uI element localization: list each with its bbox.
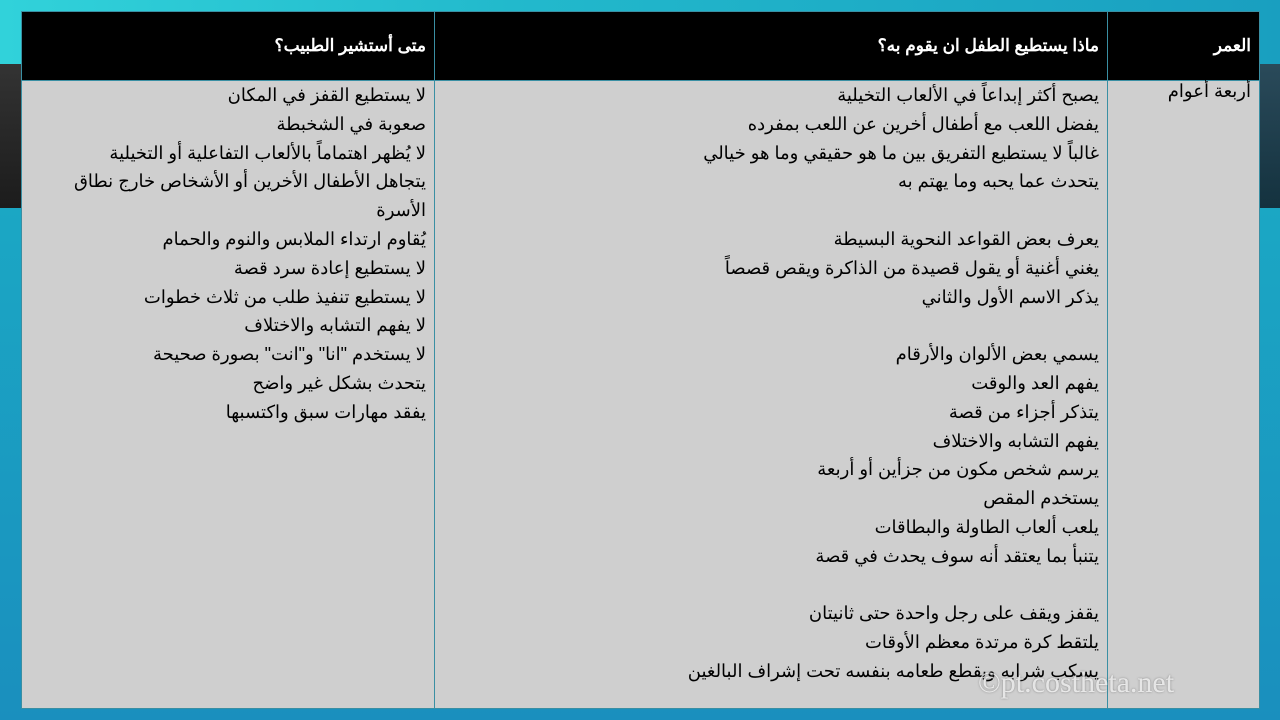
header-abilities: ماذا يستطيع الطفل ان يقوم به؟: [435, 12, 1108, 81]
ability-item: يتذكر أجزاء من قصة: [948, 401, 1099, 422]
doctor-concern-item: يُقاوم ارتداء الملابس والنوم والحمام: [162, 228, 426, 249]
age-cell: أربعة أعوام: [1108, 81, 1260, 709]
list-spacer: [443, 196, 1099, 225]
list-spacer: [443, 311, 1099, 340]
ability-item: يلعب ألعاب الطاولة والبطاقات: [874, 516, 1099, 537]
table-row: [22, 81, 1260, 709]
ability-item: يذكر الاسم الأول والثاني: [921, 286, 1099, 307]
development-table: [21, 11, 1260, 709]
doctor-concern-item: صعوبة في الشخبطة: [276, 113, 426, 134]
doctor-concern-item: يتجاهل الأطفال الأخرين أو الأشخاص خارج نطاق الأسرة: [73, 171, 426, 221]
ability-item: يفضل اللعب مع أطفال أخرين عن اللعب بمفرده: [747, 113, 1099, 134]
doctor-concern-item: لا يستطيع إعادة سرد قصة: [233, 257, 426, 278]
header-age: العمر: [1108, 12, 1260, 81]
ability-item: يسكب شرابه ويقطع طعامه بنفسه تحت إشراف البالغين: [687, 660, 1099, 681]
list-spacer: [443, 571, 1099, 600]
doctor-concern-item: لا يستطيع القفز في المكان: [227, 85, 426, 105]
ability-item: يسمي بعض الألوان والأرقام: [895, 344, 1099, 365]
ability-item: يفهم التشابه والاختلاف: [932, 430, 1099, 451]
abilities-cell: [435, 81, 1108, 709]
watermark: ©pt.costheta.net: [978, 666, 1175, 699]
abilities-list: [443, 81, 1099, 686]
ability-item: يصبح أكثر إبداعاً في الألعاب التخيلية: [837, 85, 1099, 105]
ability-item: يلتقط كرة مرتدة معظم الأوقات: [864, 632, 1099, 653]
ability-item: يتنبأ بما يعتقد أنه سوف يحدث في قصة: [815, 545, 1099, 566]
ability-item: يعرف بعض القواعد النحوية البسيطة: [833, 228, 1099, 249]
ability-item: يقفز ويقف على رجل واحدة حتى ثانيتان: [808, 603, 1099, 624]
doctor-concern-item: لا يفهم التشابه والاختلاف: [244, 315, 426, 336]
ability-item: غالباً لا يستطيع التفريق بين ما هو حقيقي وما هو خيالي: [703, 142, 1099, 163]
doctor-concern-item: يفقد مهارات سبق واكتسبها: [225, 401, 426, 422]
decorative-right-bar: [1258, 64, 1280, 208]
header-doctor: متى أستشير الطبيب؟: [22, 12, 435, 81]
doctor-concern-item: لا يستطيع تنفيذ طلب من ثلاث خطوات: [143, 286, 426, 307]
doctor-list: [30, 81, 426, 427]
doctor-concern-item: يتحدث بشكل غير واضح: [252, 372, 426, 393]
doctor-concern-item: لا يستخدم "انا" و"انت" بصورة صحيحة: [152, 344, 426, 365]
decorative-left-bar: [0, 64, 22, 208]
table-header-row: [22, 12, 1260, 81]
ability-item: يرسم شخص مكون من جزأين أو أربعة: [817, 459, 1099, 480]
doctor-cell: [22, 81, 435, 709]
ability-item: يفهم العد والوقت: [971, 372, 1099, 393]
ability-item: يستخدم المقص: [983, 488, 1099, 509]
ability-item: يتحدث عما يحبه وما يهتم به: [898, 171, 1099, 192]
doctor-concern-item: لا يُظهر اهتماماً بالألعاب التفاعلية أو التخيلية: [109, 142, 426, 163]
ability-item: يغني أغنية أو يقول قصيدة من الذاكرة ويقص قصصاً: [724, 257, 1099, 278]
